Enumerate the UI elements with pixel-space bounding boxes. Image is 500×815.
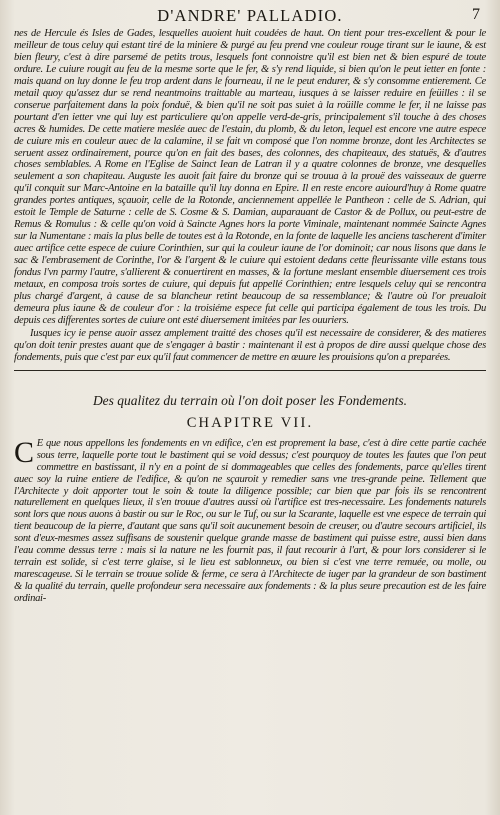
chapter-heading: CHAPITRE VII. — [186, 414, 314, 431]
page-number: 7 — [472, 6, 480, 23]
running-title: D'ANDRE' PALLADIO. — [157, 6, 343, 25]
chapter-paragraph-text: E que nous appellons les fondements en vn edifice, c'en est proprement la base, c'est à dire cette partie cachée sous terre, laquelle porte tout le bastiment qui se void dessus; c'est pourquoy de toutes les fautes que l'on peut commettre en bastissant, il n'y en a point de si dommageables que celles des fondements, parce qu'elles tirent auec soy la ruine entiere de l'edifice, & qu'on ne sçauroit y remedier sans vne tres-grande peine. Tellement que l'Architecte y doit apporter tout le soin & toute la diligence possible; car bien que par fois ils se rencontrent naturellement en quelques lieux, il s'en trouue d'autres aussi où l'artifice est tres-necessaire. Les fondements naturels sont lors que nous auons à bastir ou sur le Roc, ou sur le Tuf, ou sur la Scarante, laquelle est vne espece de terrain qui tient beaucoup de la pierre, d'autant que sans qu'il soit aucunement besoin de creuser, ou d'autre secours artificiel, ils sont d'eux-mesmes assez suffisans de soustenir quelque grande masse de bastiment qui puisse estre, aussi bien dans l'eau comme dessus terre : mais si la nature ne les fournit pas, il faut recourir à l'art, & pour lors considerer si le terrain est solide, si c'est terre glaise, si le lieu est sablonneux, ou bien si c'est vne terre remuée, ou molle, ou marescageuse. Si le terrain se trouue solide & ferme, ce sera à l'Architecte de iuger par la grandeur de son bastiment & la qualité du terrain, quelle profondeur sera necessaire aux fondements : & la plus seure precaution est de les faire ordinai- — [14, 437, 486, 605]
chapter-paragraph — [14, 435, 486, 605]
section-title: Des qualitez du terrain où l'on doit poser les Fondements. — [92, 392, 408, 408]
paragraph-copper: nes de Hercule és Isles de Gades, lesquelles auoient huit coudées de haut. On tient pour tres-excellent & pour le meilleur de tous celuy qui estant tiré de la miniere & purgé au feu prend vne couleur rouge tirant sur le iaune, & est bien fleury, c'est à dire parsemé de petits trous, lesquels font connoistre qu'il est bien net & bien espuré de toute ordure. Le cuiure rougit au feu de la mesme sorte que le fer, & s'y rend liquide, si bien qu'on le peut ietter en fonte : mais quand on luy donne le feu trop ardent dans le fourneau, il ne le peut endurer, & s'y consomme entierement. Ce metail quoy qu'assez dur se rend neantmoins traittable au marteau, iusques à se laisser reduire en feüilles : il se conserue parfaitement dans la poix fonduë, & bien qu'il ne soit pas suiet à la roüille comme le fer, il ne laisse pas pourtant d'en ietter vne qui luy est particuliere qu'on appelle verd-de-gris, principalement s'il touche à des choses acres & humides. De cette matiere meslée auec de l'estain, du plomb, & du leton, lequel est encore vne autre espece de cuiure mis en couleur auec de la calamine, il se fait vn composé que l'on nomme bronze, dont les Architectes se seruent assez ordinairement, pource qu'on en fait des bases, des colonnes, des chapiteaux, des statuës, & d'autres choses semblables. A Rome en l'Eglise de Sainct Iean de Latran il y a quatre colonnes de bronze, vne desquelles seulement a son chapiteau. Auguste les auoit fait faire du bronze qui se trouua à la prouë des vaisseaux de guerre qu'il conquit sur Marc-Antoine en la bataille qu'il luy donna en Epire. Il en reste encore auiourd'huy à Rome quatre grandes portes antiques, sçauoir, celle de la Rotonde, anciennement appellée le Pantheon : celle de S. Adrian, qui estoit le Temple de Saturne : celle de S. Cosme & S. Damian, auparauant de Castor & de Pollux, ou peut-estre de Remus & Romulus : & celle qu'on void à Saincte Agnes hors la porte Viminale, maintenant nommée Saincte Agnes sur la Numentane : mais la plus belle de toutes est à la Rotonde, en la fonte de laquelle les anciens tascherent d'imiter auec artifice cette espece de cuiure Corinthien, sur qui la couleur iaune de l'or dominoit; car nous lisons que dans le sac & l'embrasement de Corinthe, l'or & l'argent & le cuiure qui estoient dedans cette fleurissante ville estans tous fondus l'vn parmy l'autre, s'allierent & conuertirent en masses, & la fortune meslant ensemble diuersement ces trois metaux, en composa trois sortes de cuiure, qui depuis fut appellé Corinthien; entre lesquels celuy qui se rencontra plus chargé d'argent, à cause de sa blancheur retint beaucoup de sa ressemblance; & l'autre où l'or preualoit demeura plus iaune & de couleur d'or : la troisiéme espece fut celle qui participa également de tous les trois. Du depuis ces differentes sortes de cuiure ont esté diuersement imitées par les ouuriers. — [14, 28, 486, 326]
paragraph-transition: Iusques icy ie pense auoir assez amplement traitté des choses qu'il est necessaire de considerer, & des matieres qu'on doit tenir prestes auant que de s'engager à bastir : maintenant il est à propos de dire aussi quelque chose des fondements, puis que c'est par eux qu'il faut commencer de mettre en œuure les prouisions qu'on a preparées. — [14, 327, 486, 363]
drop-cap: C — [14, 435, 34, 469]
section-divider — [14, 370, 486, 371]
running-header — [14, 6, 486, 28]
